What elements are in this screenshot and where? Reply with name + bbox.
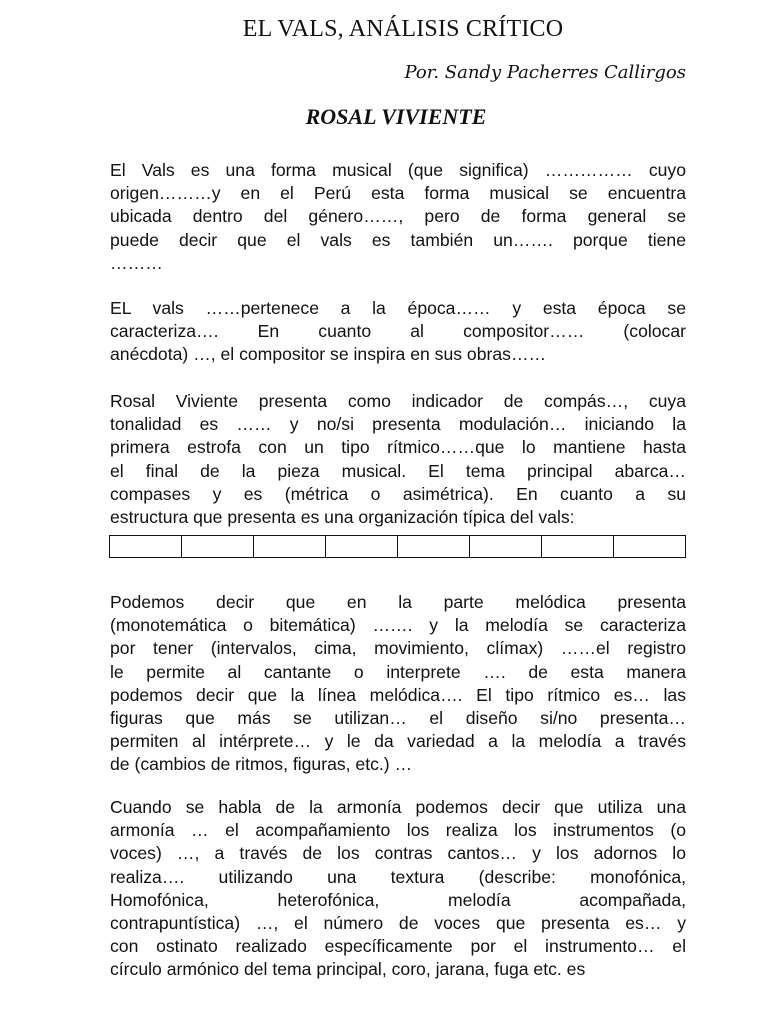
paragraph-line: por tener (intervalos, cima, movimiento, clímax) ……el registro bbox=[110, 638, 686, 659]
paragraph-line: le permite al cantante o interprete …. de esta manera bbox=[110, 661, 686, 682]
paragraph-line: anécdota) …, el compositor se inspira en sus obras…… bbox=[110, 344, 547, 365]
paragraph-line: Cuando se habla de la armonía podemos decir que utiliza una bbox=[110, 797, 686, 817]
paragraph-line: tonalidad es …… y no/si presenta modulación… iniciando la bbox=[110, 414, 686, 435]
structure-cell bbox=[326, 536, 398, 558]
structure-cell bbox=[614, 536, 686, 558]
paragraph-line: (monotemática o bitemática) ……. y la melodía se caracteriza bbox=[110, 615, 686, 636]
structure-cell bbox=[398, 536, 470, 558]
structure-cell bbox=[542, 536, 614, 558]
paragraph-line: Podemos decir que en la parte melódica presenta bbox=[110, 592, 686, 612]
paragraph-line: ubicada dentro del género……, pero de forma general se bbox=[110, 206, 686, 227]
structure-cell bbox=[470, 536, 542, 558]
paragraph-line: armonía … el acompañamiento los realiza los instrumentos (o bbox=[110, 820, 686, 841]
paragraph-line: el final de la pieza musical. El tema principal abarca… bbox=[110, 460, 686, 481]
paragraph-melody bbox=[110, 591, 686, 777]
paragraph-line: estructura que presenta es una organización típica del vals: bbox=[110, 507, 575, 528]
paragraph-line: figuras que más se utilizan… el diseño si/no presenta… bbox=[110, 708, 686, 729]
structure-table bbox=[109, 535, 686, 558]
structure-table-row bbox=[110, 536, 686, 558]
paragraph-line: podemos decir que la línea melódica…. El tipo rítmico es… las bbox=[110, 684, 686, 705]
author-line: Por. Sandy Pacherres Callirgos bbox=[404, 62, 686, 83]
paragraph-line: círculo armónico del tema principal, coro, jarana, fuga etc. es bbox=[110, 959, 586, 980]
paragraph-line: primera estrofa con un tipo rítmico……que lo mantiene hasta bbox=[110, 437, 686, 458]
paragraph-line: ……… bbox=[110, 252, 163, 273]
paragraph-structure bbox=[110, 390, 686, 529]
paragraph-line: origen………y en el Perú esta forma musical se encuentra bbox=[110, 183, 686, 204]
structure-cell bbox=[182, 536, 254, 558]
paragraph-line: caracteriza…. En cuanto al compositor…… (colocar bbox=[110, 321, 686, 342]
paragraph-line: voces) …, a través de los contras cantos… y los adornos lo bbox=[110, 843, 686, 864]
paragraph-line: compases y es (métrica o asimétrica). En cuanto a su bbox=[110, 483, 686, 504]
paragraph-line: Rosal Viviente presenta como indicador de compás…, cuya bbox=[110, 391, 686, 411]
structure-cell bbox=[110, 536, 182, 558]
piece-title: ROSAL VIVIENTE bbox=[305, 104, 487, 129]
paragraph-line: Homofónica, heterofónica, melodía acompañada, bbox=[110, 889, 686, 910]
paragraph-line: permiten al intérprete… y le da variedad a la melodía a través bbox=[110, 731, 686, 752]
paragraph-harmony bbox=[110, 796, 686, 982]
paragraph-line: realiza…. utilizando una textura (describe: monofónica, bbox=[110, 866, 686, 887]
paragraph-line: EL vals ……pertenece a la época…… y esta época se bbox=[110, 298, 686, 318]
structure-cell bbox=[254, 536, 326, 558]
paragraph-line: de (cambios de ritmos, figuras, etc.) … bbox=[110, 754, 413, 775]
paragraph-intro bbox=[110, 159, 686, 275]
paragraph-line: El Vals es una forma musical (que significa) …………… cuyo bbox=[110, 160, 686, 180]
paragraph-line: contrapuntística) …, el número de voces que presenta es… y bbox=[110, 913, 686, 934]
paragraph-line: puede decir que el vals es también un……. porque tiene bbox=[110, 229, 686, 250]
document-title: EL VALS, ANÁLISIS CRÍTICO bbox=[242, 16, 564, 42]
paragraph-epoch bbox=[110, 297, 686, 367]
paragraph-line: con ostinato realizado específicamente por el instrumento… el bbox=[110, 936, 686, 957]
